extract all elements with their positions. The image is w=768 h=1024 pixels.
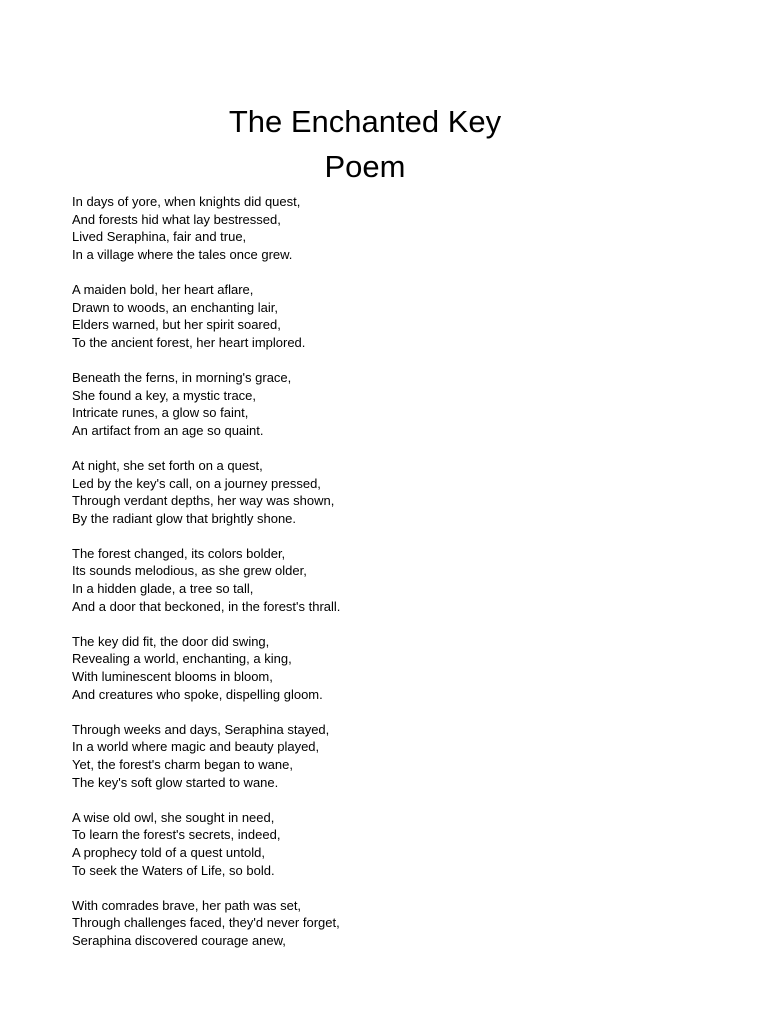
poem-line: Beneath the ferns, in morning's grace, xyxy=(72,369,292,385)
poem-line: A prophecy told of a quest untold, xyxy=(72,844,265,860)
poem-line: To the ancient forest, her heart implored. xyxy=(72,334,306,350)
poem-line: In a world where magic and beauty played, xyxy=(72,739,320,755)
poem-line: Yet, the forest's charm began to wane, xyxy=(72,757,293,772)
poem-line: Through verdant depths, her way was shown, xyxy=(72,493,335,509)
poem-line: And creatures who spoke, dispelling gloom. xyxy=(72,686,323,702)
poem-line: Revealing a world, enchanting, a king, xyxy=(72,651,292,667)
poem-line: Through weeks and days, Seraphina stayed, xyxy=(72,721,330,737)
poem-line: Seraphina discovered courage anew, xyxy=(72,932,286,948)
poem-line: The key did fit, the door did swing, xyxy=(72,633,270,649)
poem-line: The key's soft glow started to wane. xyxy=(72,774,279,790)
poem-line: In a hidden glade, a tree so tall, xyxy=(72,581,254,597)
poem-line: At night, she set forth on a quest, xyxy=(72,457,263,473)
poem-line: And a door that beckoned, in the forest's thrall. xyxy=(72,598,341,614)
poem-stanza xyxy=(72,633,712,703)
poem-line: Through challenges faced, they'd never forget, xyxy=(72,915,340,931)
poem-line: A wise old owl, she sought in need, xyxy=(72,809,275,825)
document-title: The Enchanted Key xyxy=(228,104,502,139)
poem-line: The forest changed, its colors bolder, xyxy=(72,545,286,561)
poem-stanza xyxy=(72,897,712,950)
poem-stanza xyxy=(72,281,712,351)
poem-line: To seek the Waters of Life, so bold. xyxy=(72,862,275,878)
poem-line: Elders warned, but her spirit soared, xyxy=(72,317,281,333)
poem-line: In a village where the tales once grew. xyxy=(72,246,293,262)
poem-line: Lived Seraphina, fair and true, xyxy=(72,229,247,245)
poem-line: Drawn to woods, an enchanting lair, xyxy=(72,299,278,315)
poem-stanza xyxy=(72,457,712,527)
poem-line: She found a key, a mystic trace, xyxy=(72,387,257,403)
document-subtitle: Poem xyxy=(324,149,406,184)
poem-line: Its sounds melodious, as she grew older, xyxy=(72,563,307,579)
poem-stanza xyxy=(72,809,712,879)
poem-line: And forests hid what lay bestressed, xyxy=(72,211,281,227)
poem-stanza xyxy=(72,369,712,439)
poem-line: To learn the forest's secrets, indeed, xyxy=(72,827,281,843)
poem-line: With comrades brave, her path was set, xyxy=(72,897,302,913)
poem-line: With luminescent blooms in bloom, xyxy=(72,669,273,685)
poem-line: Led by the key's call, on a journey pressed, xyxy=(72,475,321,491)
poem-line: By the radiant glow that brightly shone. xyxy=(72,510,297,526)
poem-body xyxy=(72,193,712,967)
poem-stanza xyxy=(72,193,712,263)
poem-line: In days of yore, when knights did quest, xyxy=(72,194,301,209)
poem-line: An artifact from an age so quaint. xyxy=(72,422,264,438)
poem-stanza xyxy=(72,721,712,791)
poem-stanza xyxy=(72,545,712,615)
poem-line: A maiden bold, her heart aflare, xyxy=(72,281,254,297)
poem-line: Intricate runes, a glow so faint, xyxy=(72,405,249,421)
